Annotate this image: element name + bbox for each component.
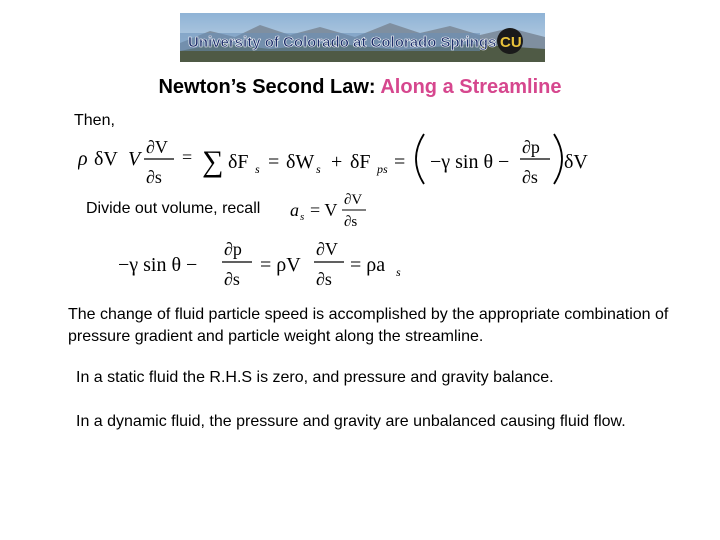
svg-text:−γ sin θ −: −γ sin θ − <box>430 151 510 173</box>
svg-text:=: = <box>268 151 280 173</box>
svg-text:∑: ∑ <box>202 145 224 178</box>
equation-streamline <box>118 233 438 291</box>
svg-text:s: s <box>255 162 260 176</box>
svg-text:= V: = V <box>310 200 338 220</box>
svg-text:s: s <box>316 162 321 176</box>
svg-text:∂s: ∂s <box>146 167 162 187</box>
svg-text:∂V: ∂V <box>316 239 338 259</box>
paragraph-dynamic-fluid: In a dynamic fluid, the pressure and gravity are unbalanced causing fluid flow. <box>76 413 626 430</box>
svg-text:s: s <box>396 265 401 279</box>
svg-text:CU: CU <box>500 34 522 51</box>
svg-text:−γ sin θ −: −γ sin θ − <box>118 254 198 276</box>
svg-text:δV: δV <box>94 148 118 170</box>
svg-text:∂s: ∂s <box>522 167 538 187</box>
banner-text: University of Colorado at Colorado Springs <box>188 34 497 51</box>
svg-text:∂p: ∂p <box>522 137 540 157</box>
svg-text:δW: δW <box>286 151 315 173</box>
svg-text:=: = <box>182 147 193 167</box>
title-main: Newton’s Second Law: <box>158 76 381 98</box>
svg-text:=: = <box>394 151 406 173</box>
svg-text:∂V: ∂V <box>146 137 168 157</box>
divide-label: Divide out volume, recall <box>86 200 261 217</box>
equation-momentum <box>78 128 598 190</box>
svg-text:∂p: ∂p <box>224 239 242 259</box>
svg-text:= ρa: = ρa <box>350 254 386 276</box>
paragraph-static-fluid: In a static fluid the R.H.S is zero, and pressure and gravity balance. <box>76 369 554 386</box>
svg-text:δV: δV <box>564 151 588 173</box>
svg-text:ps: ps <box>377 162 388 176</box>
svg-text:δF: δF <box>228 151 249 173</box>
university-banner <box>180 13 545 62</box>
svg-text:∂s: ∂s <box>344 214 358 230</box>
svg-text:s: s <box>300 211 305 223</box>
svg-text:∂s: ∂s <box>316 269 332 289</box>
slide-title <box>0 76 720 99</box>
svg-text:∂V: ∂V <box>344 192 363 208</box>
svg-text:+: + <box>331 151 343 173</box>
paragraph-speed-change: The change of fluid particle speed is accomplished by the appropriate combination of pressure gradient and particle weight along the streamline. <box>68 306 669 345</box>
title-accent: Along a Streamline <box>380 76 562 98</box>
cu-logo <box>497 28 523 54</box>
then-label: Then, <box>74 112 115 129</box>
svg-text:a: a <box>290 200 299 220</box>
svg-text:= ρV: = ρV <box>260 254 301 276</box>
svg-text:ρ: ρ <box>78 148 88 170</box>
svg-text:∂s: ∂s <box>224 269 240 289</box>
mountain-banner-image <box>180 13 545 62</box>
svg-text:δF: δF <box>350 151 371 173</box>
svg-text:V: V <box>128 148 141 170</box>
equation-recall <box>288 186 368 232</box>
